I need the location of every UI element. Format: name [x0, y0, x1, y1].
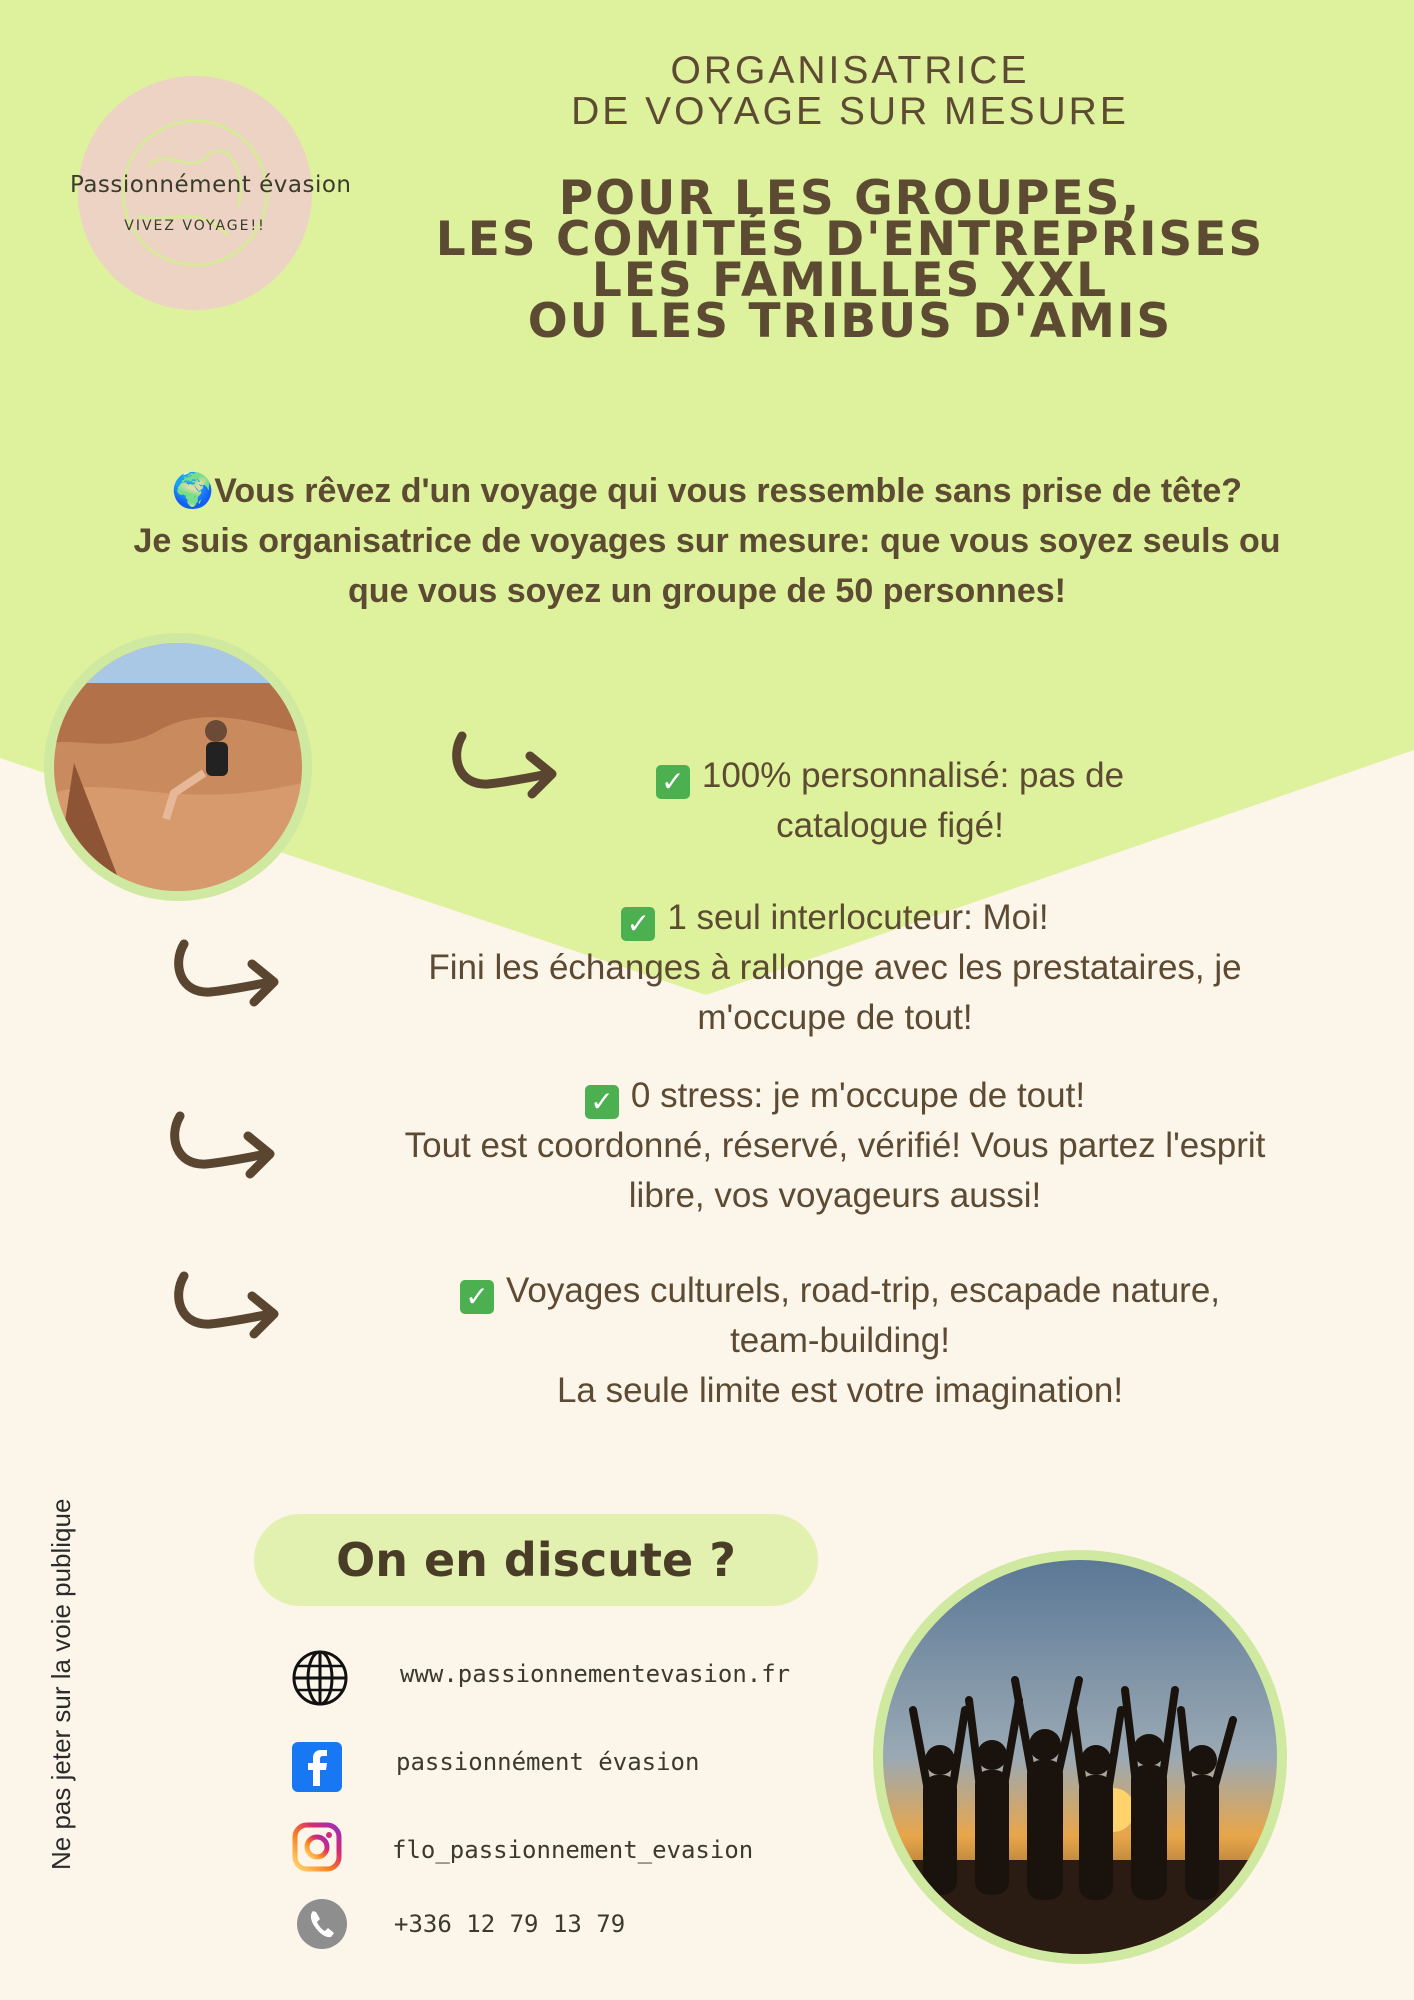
benefit-item: ✓ 100% personnalisé: pas de catalogue figé! — [580, 751, 1200, 851]
intro-line-2: Je suis organisatrice de voyages sur mesure: que vous soyez seuls ou — [133, 522, 1281, 560]
curved-arrow-icon — [170, 1266, 282, 1346]
target-line: OU LES TRIBUS D'AMIS — [527, 294, 1173, 349]
globe-icon — [290, 1648, 350, 1708]
benefit-item: ✓ 0 stress: je m'occupe de tout! Tout est coordonné, réservé, vérifié! Vous partez l'esprit libre, vos voyageurs aussi! — [404, 1076, 1266, 1215]
instagram-icon — [292, 1822, 342, 1872]
curved-arrow-icon — [170, 934, 282, 1014]
role-line-1: ORGANISATRICE — [670, 49, 1030, 92]
logo-name: Passionnément évasion — [70, 172, 352, 198]
target-line: LES COMITÉS D'ENTREPRISES — [435, 212, 1265, 267]
intro-line-3: que vous soyez un groupe de 50 personnes! — [348, 572, 1066, 610]
website-link[interactable]: www.passionnementevasion.fr — [400, 1660, 791, 1688]
phone-number[interactable]: +336 12 79 13 79 — [394, 1910, 626, 1938]
curved-arrow-icon — [166, 1106, 278, 1186]
group-sunset-photo — [873, 1550, 1287, 1964]
canyon-photo — [44, 633, 312, 901]
logo-tagline: VIVEZ VOYAGE!! — [124, 218, 266, 234]
phone-icon — [296, 1898, 348, 1950]
target-line: POUR LES GROUPES, — [558, 171, 1142, 226]
role-title — [520, 50, 1180, 132]
target-line: LES FAMILLES XXL — [591, 253, 1109, 308]
benefit-item: ✓ 1 seul interlocuteur: Moi! Fini les échanges à rallonge avec les prestataires, je m'occupe de tout! — [428, 898, 1242, 1037]
role-line-2: DE VOYAGE SUR MESURE — [571, 90, 1129, 133]
check-icon: ✓ — [656, 765, 690, 799]
check-icon: ✓ — [460, 1280, 494, 1314]
target-audience — [420, 171, 1280, 349]
contact-cta[interactable]: On en discute ? — [254, 1514, 818, 1606]
check-icon: ✓ — [621, 907, 655, 941]
intro-paragraph — [55, 466, 1359, 616]
instagram-link[interactable]: flo_passionnement_evasion — [392, 1836, 754, 1864]
facebook-link[interactable]: passionnément évasion — [396, 1748, 700, 1776]
check-icon: ✓ — [585, 1085, 619, 1119]
brand-logo — [70, 76, 352, 310]
curved-arrow-icon — [448, 726, 560, 806]
side-note: Ne pas jeter sur la voie publique — [46, 1498, 76, 1870]
facebook-icon — [292, 1742, 342, 1792]
benefit-item: ✓ Voyages culturels, road-trip, escapade nature, team-building! La seule limite est votre imagination! — [390, 1266, 1290, 1416]
intro-line-1: Vous rêvez d'un voyage qui vous ressemble sans prise de tête? — [214, 472, 1243, 510]
globe-icon: 🌍 — [171, 472, 215, 510]
